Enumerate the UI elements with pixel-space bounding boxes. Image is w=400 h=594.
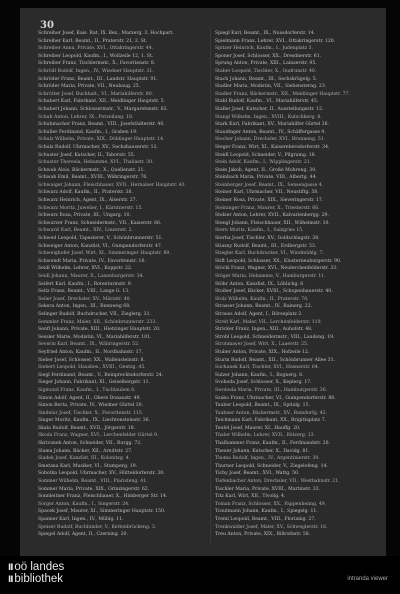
- directory-entry: Schuller Ferdinand, Kaufm., I., Graben 19.: [38, 129, 138, 135]
- directory-entry: Svoboda Josef, Schlosser, X., Keplerg. 17.: [215, 380, 312, 386]
- directory-entry: Spiegl Karl, Beamt., IX., Nussdorferstr. 14.: [215, 31, 316, 36]
- directory-entry: Stern Moritz, Kaufm., I., Salzgries 15.: [215, 228, 304, 234]
- directory-entry: Stach Johann, Beamt., III., Sechskrügelg. 5.: [215, 76, 318, 82]
- directory-entry: Strohmayer Josef, Wirt, X., Laaerstr. 25.: [215, 342, 309, 348]
- directory-entry: Schulz Rudolf, Uhrmacher, XV., Sechshauserstr. 12.: [38, 144, 158, 150]
- left-column: [38, 30, 208, 539]
- directory-entry: Sindelar Josef, Tischler, X., Favoritenstr. 115.: [38, 410, 144, 416]
- directory-entry: Stecher Johann, Drechsler, XVI., Brunneng. 51.: [215, 137, 326, 143]
- directory-entry: Schuh Anton, Lehrer, IX., Porzellang. 18.: [38, 114, 134, 120]
- directory-entry: Seidl Johann, Maurer, X., Laxenburgerstr. 34.: [38, 274, 145, 279]
- directory-entry: Sulzer Johann, Kaufm., I., Bognerg. 8.: [215, 372, 304, 378]
- directory-entry: Severin Karl, Beamt., IX., Währingerstr. 52.: [38, 342, 140, 348]
- directory-entry: Schwarz Rosa, Private, III., Ungarg. 10.: [38, 213, 131, 219]
- column-divider: [210, 28, 211, 543]
- directory-entry: Toman Franz, Schlosser, XX., Pappenheimg. 49.: [215, 501, 327, 507]
- logo-bars-icon: ıı: [8, 573, 13, 585]
- directory-entry: Stöhr Anton, Kanzlist, IX., Löblichg. 6.: [215, 281, 305, 287]
- directory-entry: Thurner Leopold, Schneider, V., Ziegelofeng. 14.: [215, 463, 328, 469]
- library-logo[interactable]: [8, 561, 64, 585]
- directory-entry: Stelzer Anton, Lehrer, XVII., Kalvarienbergg. 29.: [215, 213, 329, 219]
- directory-entry: Staller Josef, Kutscher, II., Ausstellungsstr. 12.: [215, 106, 324, 112]
- directory-entry: Stiasny Rudolf, Beamt., III., Erdbergstr. 53.: [215, 243, 317, 249]
- directory-entry: Schuhmacher Franz, Beamt., VIII., Josefstädterstr. 40.: [38, 122, 165, 128]
- directory-entry: Seyfried Anton, Kaufm., II., Nordbahnstr. 17.: [38, 349, 143, 355]
- directory-entry: Steiner Rosa, Private, XIX., Sieveringerstr. 17.: [215, 198, 324, 204]
- directory-entry: Tauber Leopold, Beamt., IX., Spitalg. 15.: [215, 403, 310, 409]
- directory-entry: Sladek Josef, Kanzlist, III., Kolonitzg. 4.: [38, 456, 131, 462]
- directory-entry: Schuster Theresia, Hebamme, XVI., Thaliastr. 30.: [38, 160, 154, 166]
- directory-entry: Schweighofer Josef, Wirt, XI., Simmeringer Hauptstr. 89.: [38, 251, 171, 257]
- directory-entry: Sturm Rudolf, Beamt., XII., Schönbrunner Allee 31.: [215, 357, 335, 363]
- directory-entry: Schweiger Anton, Kanzlist, VI., Gumpendorferstr. 47.: [38, 243, 163, 249]
- directory-entry: Spanner Karl, Ingen., IV., Mühlg. 11.: [38, 517, 124, 522]
- directory-entry: Stiegler Karl, Buchdrucker, VI., Windmühlg. 7.: [215, 251, 324, 257]
- scanned-page: [20, 8, 386, 556]
- directory-entry: Steininger Franz, Maurer, X., Triesterstr. 66.: [215, 205, 320, 211]
- directory-entry: Spiegel Adolf, Agent, II., Czerning. 20.: [38, 532, 128, 538]
- directory-entry: Sommer Wilhelm, Beamt., VIII., Piaristeng. 41.: [38, 479, 148, 485]
- directory-entry: Stark Karl, Fabrikant, XV., Mariahilfer Gürtel 26.: [215, 122, 330, 128]
- directory-entry: Schulz Wilhelm, Private, XIX., Döblinger Hauptstr. 14.: [38, 137, 165, 143]
- directory-entry: Thaler Wilhelm, Lehrer, XVII., Rötzerg. 13.: [215, 433, 316, 439]
- directory-entry: Schreiber Leopold, Kaufm., I., Wollzeile 12, 1. St.: [38, 53, 154, 59]
- directory-entry: Skala Rudolf, Beamt., XVII., Jörgerstr. 18.: [38, 425, 136, 431]
- directory-entry: Steiner Karl, Uhrmacher, VII., Neustiftg. 58.: [215, 190, 319, 196]
- page-number: 30: [40, 20, 54, 31]
- directory-entry: Staber Leopold, Tischler, X., Gudrunstr. 40.: [215, 68, 317, 74]
- directory-entry: Treml Leopold, Beamt., VIII., Florianig. 27.: [215, 517, 316, 522]
- directory-entry: Stein Jakob, Agent, II., Große Mohreng. 30.: [215, 167, 317, 173]
- directory-entry: Stöckl Franz, Wagner, XVI., Neulerchenfelderstr. 33.: [215, 266, 338, 272]
- directory-entry: Seidl Wilhelm, Lehrer, XVI., Koppstr. 22.: [38, 266, 133, 272]
- directory-entry: Thoma Rudolf, Ingen., IV., Argentinierstr. 39.: [215, 456, 320, 462]
- directory-entry: Schwarz Adolf, Kaufm., II., Praterstr. 38.: [38, 190, 133, 196]
- directory-entry: Sponer Josef, Schlosser, XX., Dresdnerstr. 61.: [215, 53, 322, 59]
- directory-entry: Sessler Marie, Modistin, VI., Mariahilferstr. 101.: [38, 334, 152, 340]
- directory-entry: Schubert Johann, Schlossermstr., V., Margaretenstr. 63.: [38, 106, 168, 112]
- directory-entry: Steger Franz, Wirt, XI., Kaiserebersdorferstr. 34.: [215, 144, 330, 150]
- directory-entry: Schrödl Rudolf, Ingen., IV., Wiedner Hauptstr. 31.: [38, 68, 154, 74]
- directory-entry: Thalhammer Franz, Kaufm., II., Ferdinandstr. 26.: [215, 441, 330, 447]
- directory-entry: Strauss Adolf, Agent, I., Börseplatz 2.: [215, 311, 303, 317]
- right-column: [215, 30, 385, 539]
- directory-entry: Schwaiger Johann, Fleischhauer, XVII., Hernalser Hauptstr. 43.: [38, 182, 187, 188]
- directory-entry: Semmler Franz, Maler, XII., Schönbrunnerstr. 233.: [38, 319, 157, 325]
- directory-entry: Tischler Maria, Private, XVIII., Martinstr. 33.: [215, 486, 321, 492]
- directory-entry: Skrivanek Anton, Schneider, VII., Burgg. 72.: [38, 441, 142, 447]
- logo-bars-icon: ıı: [8, 561, 13, 573]
- directory-entry: Schwab Emil, Beamt., XVIII., Währingerstr. 76.: [38, 175, 148, 181]
- directory-entry: Schwed Leopold, Tapezierer, V., Schönbrunnerstr. 51.: [38, 236, 163, 242]
- directory-entry: Sieger Johann, Fabrikant, XI., Geiselbergstr. 11.: [38, 380, 151, 386]
- directory-entry: Stangl Wilhelm, Ingen., XVIII., Kutschkerg. 8.: [215, 114, 322, 120]
- directory-entry: Swoboda Maria, Private, III., Hainburgerstr. 36.: [215, 387, 328, 393]
- directory-entry: Skoda Franz, Wagner, XVI., Lerchenfelder Gürtel 9.: [38, 433, 159, 439]
- directory-entry: Schubert Karl, Fabrikant, XII., Meidlinger Hauptstr. 5.: [38, 99, 166, 105]
- directory-entry: Speiser Rudolf, Buchbinder, V., Kettenbrückeng. 3.: [38, 524, 157, 530]
- directory-entry: Stöger Maria, Hebamme, V., Hamburgerstr. 11.: [215, 274, 326, 279]
- directory-entry: Simon Berta, Private, IV., Wiedner Gürtel 30.: [38, 403, 143, 409]
- directory-entry: Schwab Alois, Bäckermstr., X., Quellenstr. 21.: [38, 167, 145, 173]
- directory-entry: Trenkwalder Josef, Maler, XV., Schweglerstr. 16.: [215, 524, 328, 530]
- directory-entry: Steidl Leopold, Schneider, V., Pilgramg. 18.: [215, 152, 317, 158]
- directory-entry: Stoiber Josef, Bäcker, XVIII., Schopenhauerstr. 40.: [215, 289, 333, 295]
- directory-entry: Tichy Josef, Beamt., XVI., Wattg. 50.: [215, 471, 300, 477]
- directory-entry: Sigmund Franz, Kaufm., I., Tuchlauben 6.: [38, 387, 136, 393]
- directory-entry: Tiefenbacher Anton, Drechsler, VII., Westbahnstr. 21.: [215, 479, 340, 485]
- directory-entry: Schreiber Josef, Kais. Rat, IX. Bez., Marxerg. 3, Hochpart.: [38, 31, 174, 36]
- directory-entry: Stadler Maria, Modistin, VII., Siebensterng. 23.: [215, 84, 327, 90]
- directory-entry: Seifert Karl, Kaufm., I., Rotenturmstr. 9.: [38, 281, 133, 287]
- directory-entry: Spitzer Heinrich, Kaufm., I., Judenplatz 3.: [215, 46, 313, 52]
- directory-entry: Simon Adolf, Agent, II., Obere Donaustr. 49.: [38, 395, 141, 401]
- directory-entry: Seitz Franz, Beamt., VIII., Lange G. 13.: [38, 289, 130, 295]
- viewer-credit[interactable]: intranda viewer: [347, 576, 388, 582]
- directory-entry: Siegl Ferdinand, Beamt., V., Reinprechtsdorferstr. 24.: [38, 372, 164, 378]
- directory-entry: Szabo Franz, Uhrmacher, VI., Gumpendorferstr. 88.: [215, 395, 336, 401]
- directory-entry: Stift Leopold, Schlosser, XX., Klosterneuburgerstr. 90.: [215, 258, 342, 264]
- directory-entry: Sommer Maria, Private, XIX., Grinzingerstr. 62.: [38, 486, 150, 492]
- directory-entry: Spacek Josef, Maurer, XI., Simmeringer Hauptstr. 150.: [38, 509, 166, 515]
- directory-entry: Stuber Anton, Private, XIX., Hofzeile 12.: [215, 349, 310, 355]
- directory-entry: Siebert Leopold, Hausbes., XVIII., Gentzg. 45.: [38, 365, 146, 371]
- directory-entry: Schwarz Moritz, Juwelier, I., Kärntnerstr. 15.: [38, 205, 143, 211]
- directory-entry: Sorger Anton, Kaufm., I., Singerstr. 24.: [38, 501, 130, 507]
- directory-entry: Selinger Rudolf, Buchdrucker, VII., Zieglerg. 31.: [38, 311, 151, 317]
- directory-entry: Spielmann Franz, Lehrer, XVI., Ottakringerstr. 120.: [215, 38, 336, 44]
- directory-entry: Sekera Anton, Ingen., III., Rennweg 68.: [38, 304, 131, 310]
- directory-entry: Smetana Karl, Musiker, VI., Stumperg. 19.: [38, 463, 138, 469]
- directory-entry: Slama Johann, Bäcker, XII., Arndtstr. 27.: [38, 448, 133, 454]
- directory-entry: Steinbach Maria, Private, VIII., Albertg. 44.: [215, 175, 317, 181]
- directory-entry: Schwarzer Franz, Schneidermstr., VII., Kaiserstr. 66.: [38, 220, 162, 226]
- directory-entry: Steinberger Josef, Beamt., IX., Sensengasse 4.: [215, 182, 324, 188]
- directory-entry: Stein Adolf, Kaufm., I., Wipplingerstr. 21.: [215, 160, 312, 166]
- directory-entry: Stadler Franz, Bäckermstr., XII., Meidlinger Hauptstr. 77.: [215, 91, 350, 97]
- directory-entry: Stengl Johann, Fleischhauer, XII., Wilhelmstr. 10.: [215, 220, 330, 226]
- directory-entry: Stricker Franz, Ingen., XIII., Auhofstr. 48.: [215, 327, 313, 333]
- directory-entry: Streit Karl, Maler, VII., Lerchenfelderstr. 119.: [215, 319, 322, 325]
- directory-entry: Sonnleitner Franz, Fleischhauer, X., Himberger Str. 14.: [38, 494, 168, 500]
- directory-entry: Schreiber Anna, Private, XVI., Ottakringerstr. 44.: [38, 46, 154, 52]
- directory-entry: Singer Moritz, Kaufm., IX., Liechtensteinstr. 36.: [38, 418, 151, 424]
- logo-line2: bibliothek: [14, 573, 63, 585]
- directory-entry: Schröder Maria, Private, VII., Neubaug. 25.: [38, 84, 141, 90]
- directory-entry: Sobotka Leopold, Uhrmacher, XV., Hütteldorferstr. 30.: [38, 471, 165, 477]
- directory-entry: Schrötter Josef, Buchhalt., VI., Mariahilferstr. 80.: [38, 91, 154, 97]
- directory-entry: Strobl Leopold, Schneidermstr., VIII., Laudong. 19.: [215, 334, 335, 340]
- directory-entry: Schreiber Karl, Beamt., II., Praterstr. 21, 2. St.: [38, 38, 148, 44]
- directory-entry: Sterba Josef, Tischler, XV., Goldschlagstr. 38.: [215, 236, 320, 242]
- directory-entry: Senft Johann, Private, XIII., Hietzinger Hauptstr. 20.: [38, 327, 161, 333]
- directory-entry: Teufel Josef, Maurer, XI., Hauffg. 20.: [215, 425, 301, 431]
- directory-entry: Taubner Anton, Bäckermstr., XV., Reindorfg. 42.: [215, 410, 327, 416]
- directory-entry: Schwarzl Karl, Beamt., XIV., Linzerstr. 2.: [38, 228, 134, 234]
- directory-entry: Suchanek Karl, Tischler, XVI., Hasnerstr. 64.: [215, 365, 320, 371]
- directory-entry: Stolz Wilhelm, Kaufm., II., Praterstr. 70.: [215, 296, 309, 302]
- directory-entry: Schwarz Heinrich, Agent, IX., Alserstr. 27.: [38, 198, 138, 204]
- directory-entry: Treu Anton, Private, XIX., Billrothstr. 58.: [215, 532, 311, 538]
- directory-entry: Seiler Josef, Drechsler, XV., Märzstr. 40.: [38, 296, 131, 302]
- directory-entry: Teichmann Karl, Fabrikant, XX., Brigittaplatz 7.: [215, 418, 327, 424]
- directory-entry: Trautmann Johann, Kaufm., I., Spiegelg. 11.: [215, 509, 318, 515]
- directory-entry: Theuer Johann, Kutscher, X., Davidg. 81.: [215, 448, 310, 454]
- directory-entry: Sprung Anton, Private, XIII., Lainzerstr. 95.: [215, 61, 317, 67]
- directory-entry: Titz Karl, Wirt, XII., Tivolig. 4.: [215, 494, 286, 500]
- directory-entry: Strasser Johann, Beamt., IV., Rainerg. 22.: [215, 304, 313, 310]
- logo-line1: oö landes: [14, 561, 65, 573]
- directory-entry: Schwendt Maria, Private, IV., Favoritenstr. 16.: [38, 258, 146, 264]
- directory-entry: Stahl Rudolf, Kaufm., VI., Mariahilferstr. 45.: [215, 99, 319, 105]
- directory-entry: Schröder Franz, Beamt., III., Landstr. Hauptstr. 91.: [38, 76, 158, 82]
- directory-entry: Schreiber Franz, Tischlermstr., X., Favoritenstr. 8.: [38, 61, 156, 67]
- directory-entry: Schuster Josef, Kutscher, II., Taborstr. 55.: [38, 152, 136, 158]
- directory-entry: Sieber Josef, Schlosser, XX., Wallensteinstr. 8.: [38, 357, 145, 363]
- directory-entry: Staudinger Anton, Beamt., IV., Schäffergasse 9.: [215, 129, 326, 135]
